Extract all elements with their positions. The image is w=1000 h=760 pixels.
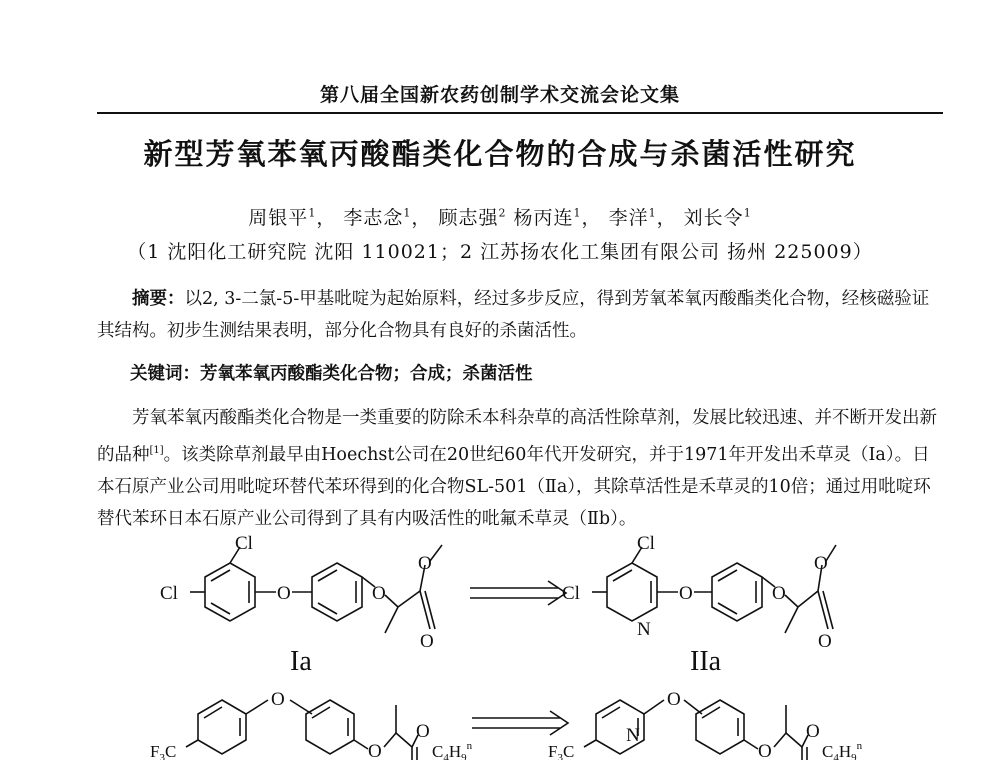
author-affil-mark: 1 bbox=[403, 206, 412, 220]
atom-label: O bbox=[818, 631, 832, 652]
atom-label: Cl bbox=[160, 583, 178, 604]
author-affil-mark: 1 bbox=[308, 206, 317, 220]
proceedings-header: 第八届全国新农药创制学术交流会论文集 bbox=[319, 84, 680, 106]
structure-pyridyl-ester bbox=[584, 700, 808, 760]
author-separator: ， bbox=[411, 207, 432, 229]
keywords bbox=[130, 360, 533, 385]
atom-label-butyl: $C_4H_9^n$ bbox=[432, 740, 473, 760]
atom-label: O bbox=[372, 583, 386, 604]
atom-label-cf3: $F_3C$ bbox=[150, 742, 177, 760]
author-list bbox=[0, 203, 1000, 230]
compound-label-IIa: IIa bbox=[690, 646, 722, 677]
author-name: 周银平 bbox=[248, 207, 309, 229]
atom-label: O bbox=[758, 741, 772, 760]
atom-label: O bbox=[667, 689, 681, 710]
atom-label: O bbox=[416, 721, 430, 742]
atom-label: N bbox=[637, 619, 651, 640]
author-name: 刘长令 bbox=[683, 207, 744, 229]
atom-label: O bbox=[772, 583, 786, 604]
paper-title: 新型芳氧苯氧丙酸酯类化合物的合成与杀菌活性研究 bbox=[143, 137, 857, 171]
keywords-label: 关键词： bbox=[130, 364, 200, 384]
author-affil-mark: 1 bbox=[743, 206, 752, 220]
atom-label: Cl bbox=[235, 535, 253, 554]
atom-label: O bbox=[418, 553, 432, 574]
author-name: 李洋 bbox=[608, 207, 649, 229]
abstract-label: 摘要： bbox=[132, 289, 185, 309]
atom-label: O bbox=[277, 583, 291, 604]
atom-label: O bbox=[806, 721, 820, 742]
structure-IIa bbox=[592, 545, 836, 633]
reaction-scheme bbox=[0, 535, 1000, 760]
atom-label: N bbox=[626, 725, 640, 746]
author-name: 李志念 bbox=[343, 207, 404, 229]
atom-label: Cl bbox=[562, 583, 580, 604]
structure-Ia bbox=[190, 545, 442, 633]
compound-label-Ia: Ia bbox=[290, 646, 312, 677]
author-name: 顾志强 bbox=[438, 207, 499, 229]
atom-label: O bbox=[814, 553, 828, 574]
atom-label: O bbox=[368, 741, 382, 760]
author-affil-mark: 1 bbox=[648, 206, 657, 220]
author-separator: ， bbox=[656, 207, 677, 229]
author-separator: ， bbox=[581, 207, 602, 229]
reaction-arrow bbox=[472, 711, 568, 735]
affiliation: （1 沈阳化工研究院 沈阳 110021；2 江苏扬农化工集团有限公司 扬州 225009） bbox=[127, 241, 873, 263]
author-affil-mark: 2 bbox=[498, 206, 507, 220]
atom-label-butyl: $C_4H_9^n$ bbox=[822, 740, 863, 760]
author-name: 杨丙连 bbox=[513, 207, 574, 229]
intro-text-1: 芳氧苯氧丙酸酯类化合物是一类重要的防除禾本科杂草的高活性除草剂，发展比较迅速、并不断开发出新的品种 bbox=[97, 408, 937, 465]
atom-label: O bbox=[420, 631, 434, 652]
atom-label-cf3: $F_3C$ bbox=[548, 742, 575, 760]
citation-ref: [1] bbox=[149, 444, 164, 456]
structure-fluazifop-ester bbox=[186, 700, 418, 760]
atom-label: O bbox=[679, 583, 693, 604]
header-rule bbox=[97, 112, 943, 114]
reaction-arrow bbox=[470, 581, 566, 605]
intro-paragraph bbox=[97, 402, 943, 536]
intro-text-2: 。该类除草剂最早由Hoechst公司在20世纪60年代开发研究，并于1971年开发出禾草灵（Ⅰa）。日本石原产业公司用吡啶环替代苯环得到的化合物SL-501（Ⅱa），其除草活性是禾草灵的10倍；通过用吡啶环替代苯环日本石原产业公司得到了具有内吸活性的吡氟禾草灵（Ⅱb）。 bbox=[97, 444, 931, 530]
keywords-text: 芳氧苯氧丙酸酯类化合物；合成；杀菌活性 bbox=[200, 364, 533, 384]
author-affil-mark: 1 bbox=[573, 206, 582, 220]
atom-label: Cl bbox=[637, 535, 655, 554]
abstract-text: 以2, 3-二氯-5-甲基吡啶为起始原料，经过多步反应，得到芳氧苯氧丙酸酯类化合物，经核磁验证其结构。初步生测结果表明，部分化合物具有良好的杀菌活性。 bbox=[97, 289, 930, 341]
abstract bbox=[97, 283, 943, 347]
atom-label: O bbox=[271, 689, 285, 710]
author-separator: ， bbox=[316, 207, 337, 229]
author-separator bbox=[506, 207, 513, 229]
